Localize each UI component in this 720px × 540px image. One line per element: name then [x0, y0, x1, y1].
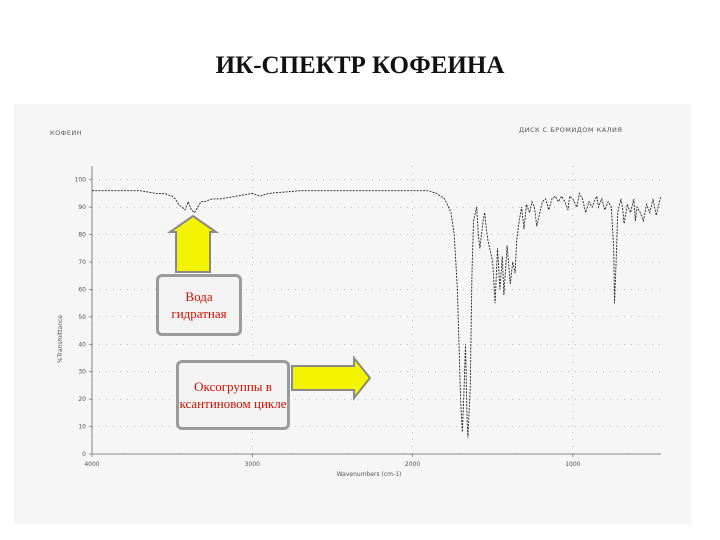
chart-subtitle: ДИСК С БРОМИДОМ КАЛИЯ	[519, 126, 623, 134]
y-tick-label: 0	[82, 451, 86, 458]
chart-title: КОФЕИН	[50, 129, 83, 137]
x-tick-label: 2000	[404, 461, 421, 468]
y-tick-label: 20	[78, 396, 86, 404]
x-axis-label: Wavenumbers (cm-1)	[336, 471, 402, 478]
x-tick-label: 4000	[84, 461, 100, 468]
x-tick-label: 3000	[244, 461, 260, 468]
callout-water-hydrate: Вода гидратная	[156, 274, 242, 336]
x-tick-label: 1000	[565, 461, 581, 468]
slide-title: ИК-СПЕКТР КОФЕИНА	[215, 52, 505, 79]
y-tick-label: 100	[74, 176, 86, 184]
y-tick-label: 10	[78, 423, 86, 431]
y-tick-label: 30	[78, 368, 86, 376]
y-tick-label: 90	[78, 204, 86, 212]
ir-spectrum-chart	[14, 104, 691, 524]
y-tick-label: 80	[78, 231, 86, 239]
callout-oxo-groups: Оксогруппы в ксантиновом цикле	[176, 360, 290, 430]
y-tick-label: 50	[78, 313, 86, 321]
y-axis-label: %Transmittance	[57, 314, 64, 364]
water-arrow	[195, 221, 219, 271]
y-tick-label: 40	[78, 341, 86, 349]
y-tick-label: 70	[78, 259, 86, 266]
y-tick-label: 60	[78, 286, 86, 294]
